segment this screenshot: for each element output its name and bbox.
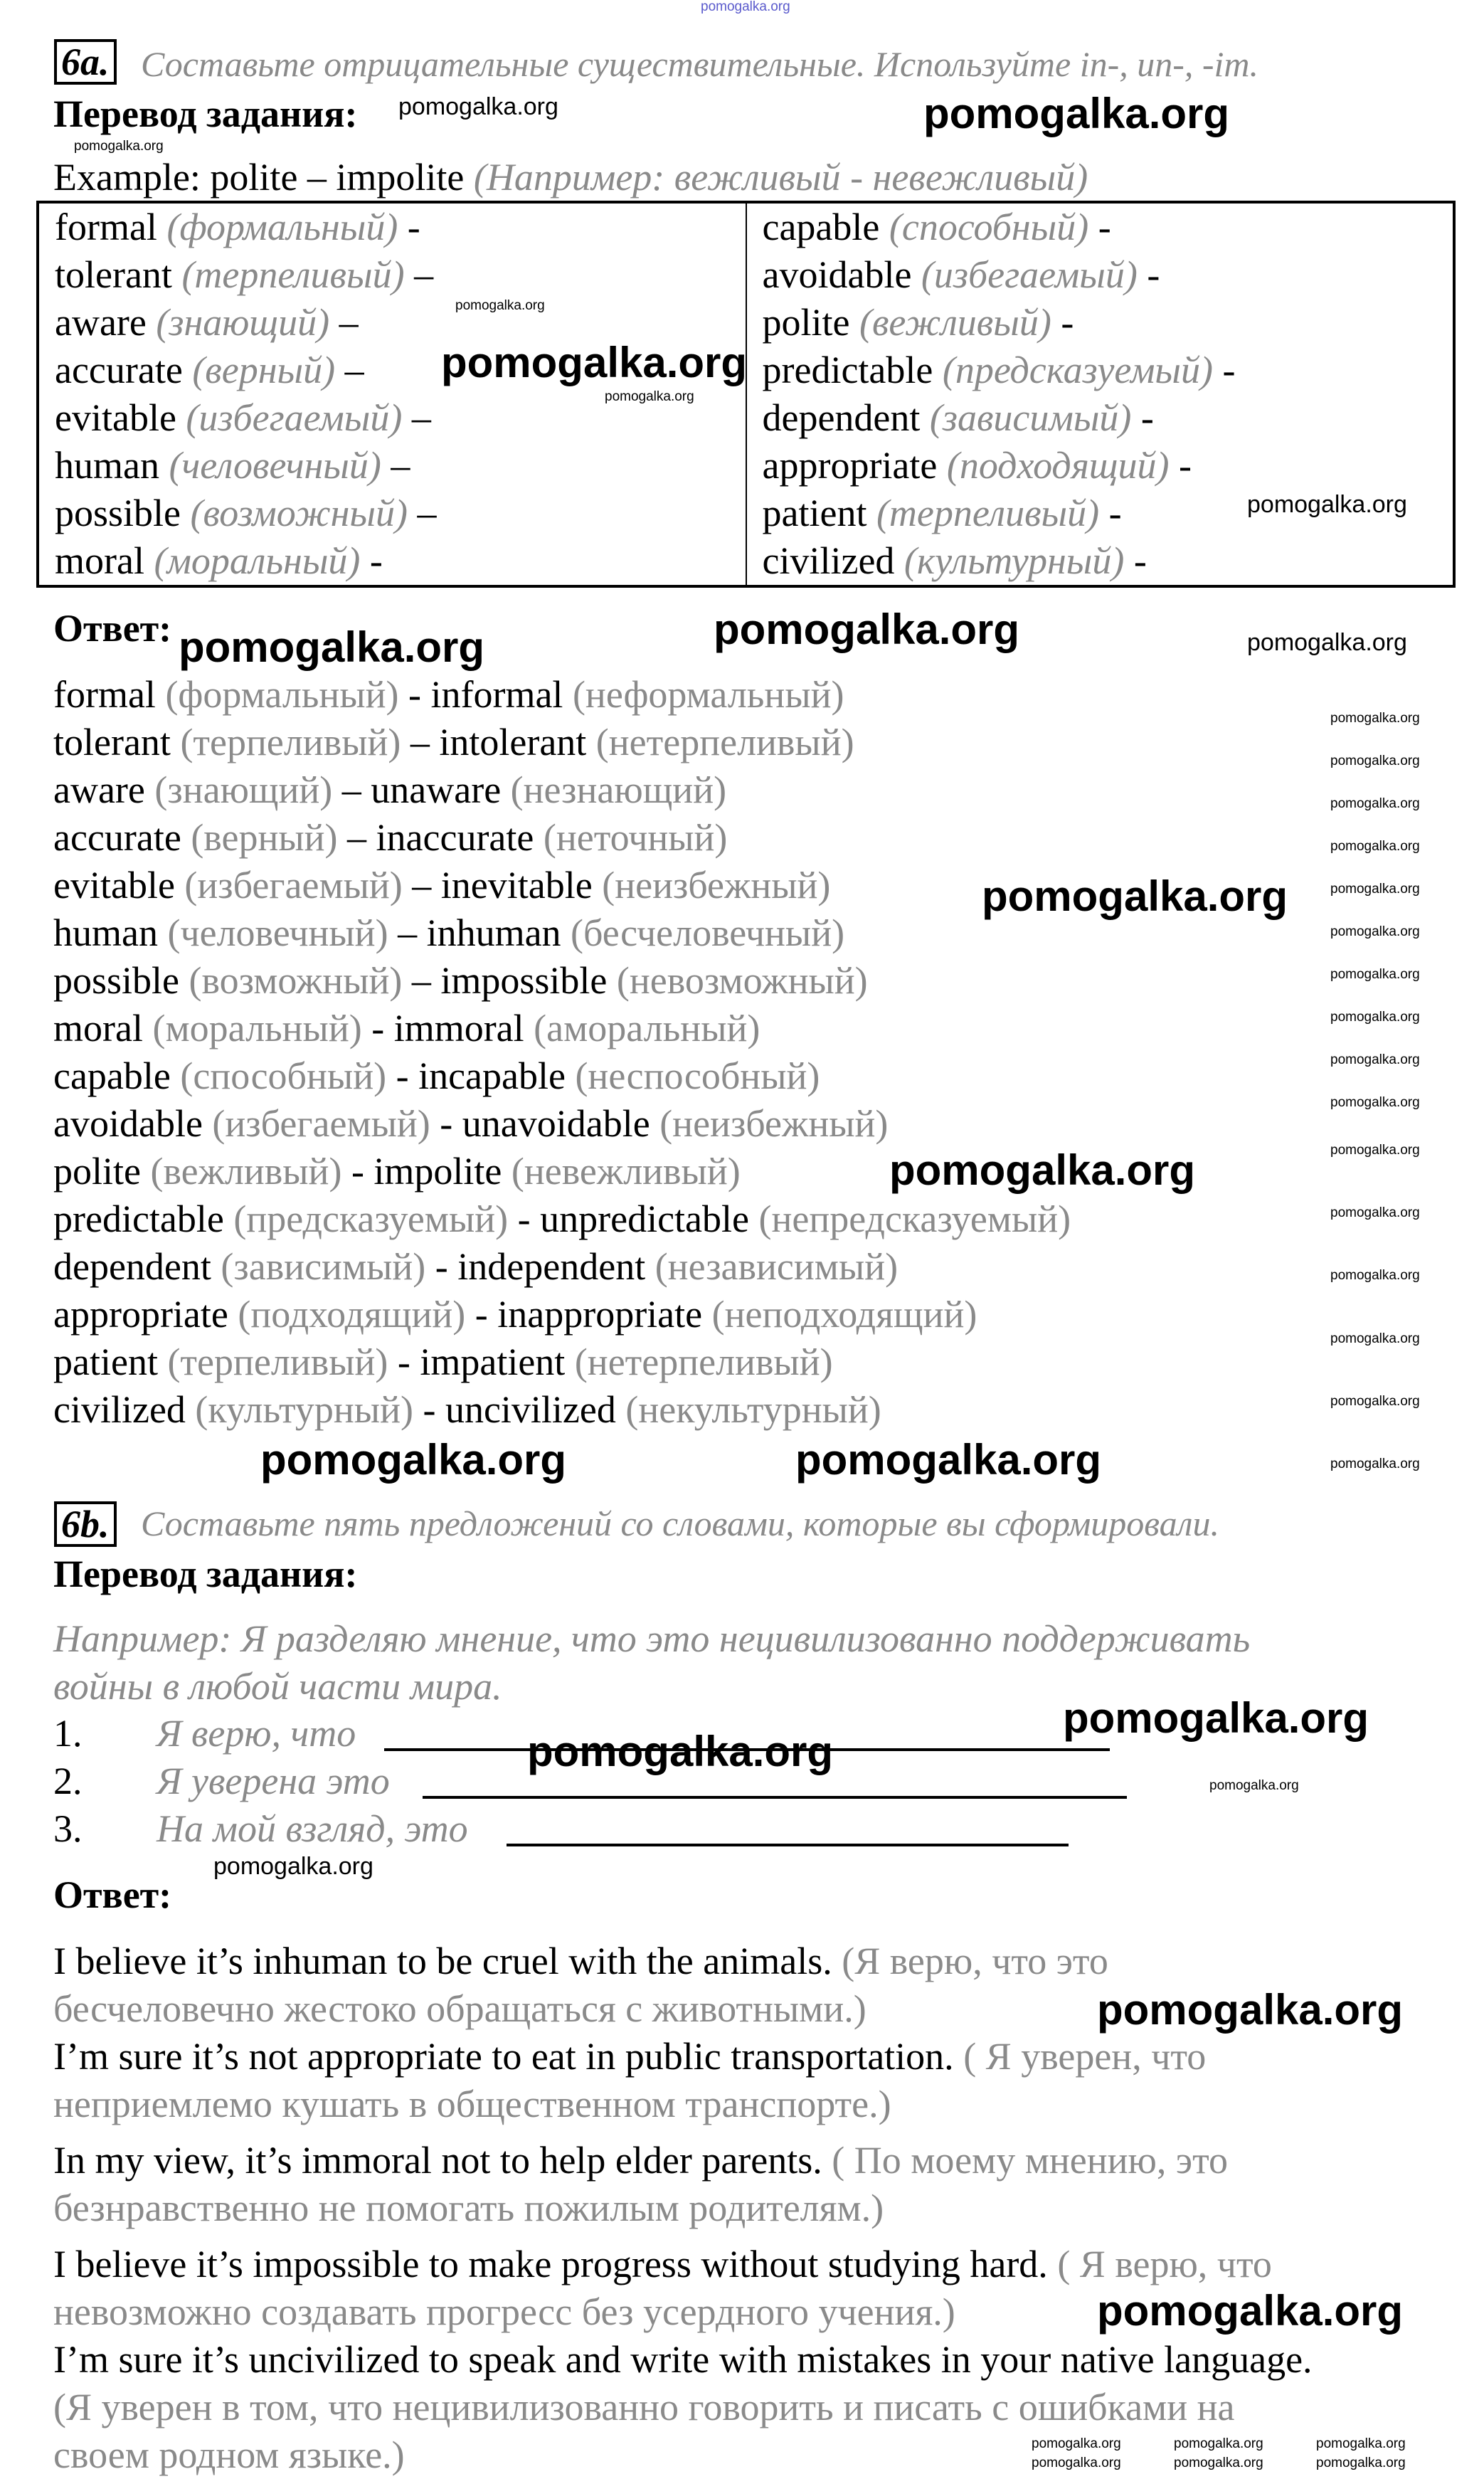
word-translation: (верный) [191,816,338,859]
negative-word: independent [457,1245,646,1288]
word-translation: (возможный) [189,959,403,1002]
watermark-text: pomogalka.org [701,0,790,14]
example-line [53,154,1088,201]
word: accurate [55,349,183,391]
word: appropriate [762,444,938,487]
sentence-line [53,1938,1108,1985]
watermark-text: pomogalka.org [1330,1394,1420,1409]
answer-row [53,671,844,719]
sentence-line [53,2336,1313,2384]
watermark-text: pomogalka.org [179,623,485,671]
sentence-en: In my view, it’s immoral not to help elder parents. [53,2139,822,2182]
watermark-text: pomogalka.org [1330,796,1420,811]
watermark-text: pomogalka.org [1330,967,1420,982]
dash: - [1061,301,1074,344]
translation-label-6a: Перевод задания: [53,92,358,135]
watermark-text: pomogalka.org [1330,882,1420,897]
word: aware [55,301,147,344]
word: evitable [55,396,176,439]
watermark-text: pomogalka.org [1330,1052,1420,1067]
dash: - [1140,396,1154,439]
watermark-text: pomogalka.org [1330,1331,1420,1346]
negative-translation: (некультурный) [625,1388,881,1431]
sentence-ru-line: (Я уверен в том, что нецивилизованно говорить и писать с ошибками на [53,2386,1235,2428]
answer-row [53,1243,898,1291]
table-row [763,537,1147,585]
negative-translation: (неизбежный) [602,864,831,906]
negative-word: unaware [371,768,502,811]
watermark-text: pomogalka.org [1330,839,1420,854]
sentence-item [53,2137,1313,2232]
sentence-ru: ( Я уверен, что [963,2035,1207,2078]
word-table-right-column [746,202,1455,586]
word-translation: (знающий) [154,768,333,811]
watermark-text: pomogalka.org [1097,1986,1404,2034]
word: patient [53,1341,158,1383]
sentence-line [53,2033,1206,2081]
example-en: Example: polite – impolite [53,156,465,199]
watermark-text: pomogalka.org [982,872,1288,920]
word: appropriate [53,1293,228,1336]
word-translation: (избегаемый) [921,253,1138,296]
word-translation: (формальный) [166,206,398,248]
word: avoidable [53,1102,203,1145]
watermark-text: pomogalka.org [1174,2436,1263,2451]
dash: – [414,253,434,296]
word: evitable [53,864,175,906]
example-6b-line2: войны в любой части мира. [53,1665,502,1708]
watermark-text: pomogalka.org [1032,2436,1121,2451]
table-row [55,299,359,347]
dash: – [391,444,410,487]
word: human [55,444,159,487]
dash: – [411,396,431,439]
watermark-text: pomogalka.org [795,1436,1102,1484]
word: tolerant [55,253,172,296]
dash: – [417,492,437,534]
word-translation: (культурный) [903,539,1125,582]
dash: - [369,539,383,582]
word: human [53,911,158,954]
negative-translation: (бесчеловечный) [571,911,845,954]
sentence-ru-line: безнравственно не помогать пожилым родителям.) [53,2187,884,2229]
answer-row [53,1052,820,1100]
prompt-text: Я уверена это [157,1760,390,1802]
watermark-text: pomogalka.org [923,90,1230,137]
prompt-text: На мой взгляд, это [157,1807,468,1850]
separator: - [397,1341,410,1383]
word: dependent [762,396,921,439]
word-translation: (зависимый) [221,1245,426,1288]
prompt-number: 3. [53,1807,83,1850]
example-6b-line1: Например: Я разделяю мнение, что это нецивилизованно поддерживать [53,1617,1251,1660]
dash: - [1222,349,1236,391]
word: avoidable [762,253,912,296]
negative-word: impolite [373,1150,502,1193]
negative-word: unavoidable [462,1102,650,1145]
word: polite [53,1150,141,1193]
watermark-text: pomogalka.org [1316,2436,1406,2451]
negative-word: impatient [420,1341,566,1383]
prompt-number: 1. [53,1712,83,1755]
negative-translation: (неспособный) [575,1054,820,1097]
exercise-number-6a: 6a. [54,39,117,85]
word: predictable [762,349,933,391]
watermark-text: pomogalka.org [1330,1010,1420,1025]
separator: - [396,1054,409,1097]
watermark-text: pomogalka.org [1097,2287,1404,2335]
answer-row [53,1005,760,1052]
watermark-text: pomogalka.org [1032,2456,1121,2470]
separator: - [517,1198,531,1240]
negative-translation: (независимый) [654,1245,899,1288]
word-translation: (вежливый) [859,301,1051,344]
word: formal [53,673,156,716]
word-translation: (знающий) [156,301,330,344]
word: dependent [53,1245,211,1288]
watermark-text: pomogalka.org [1316,2456,1406,2470]
word-translation: (вежливый) [150,1150,342,1193]
separator: - [435,1245,448,1288]
table-row [763,251,1160,299]
answer-row [53,862,830,909]
exercise-6a-instruction: Составьте отрицательные существительные. Используйте in-, un-, -im. [141,44,1259,84]
word-translation: (культурный) [195,1388,413,1431]
word-translation: (терпеливый) [167,1341,388,1383]
word-translation: (терпеливый) [180,721,401,763]
watermark-text: pomogalka.org [714,606,1020,653]
table-row [55,204,420,251]
table-row [763,490,1122,537]
word-translation: (человечный) [169,444,381,487]
watermark-text: pomogalka.org [213,1853,373,1880]
word: aware [53,768,145,811]
separator: – [412,864,432,906]
watermark-text: pomogalka.org [1330,1268,1420,1283]
answer-list-6a [53,671,1071,1434]
negative-word: impossible [440,959,608,1002]
word-translation: (зависимый) [929,396,1132,439]
watermark-text: pomogalka.org [74,139,164,154]
watermark-text: pomogalka.org [1063,1694,1369,1742]
watermark-text: pomogalka.org [605,389,694,404]
sentence-en: I’m sure it’s not appropriate to eat in public transportation. [53,2035,954,2078]
negative-word: informal [430,673,563,716]
answer-label-6b: Ответ: [53,1873,172,1916]
negative-translation: (неточный) [543,816,728,859]
separator: – [410,721,430,763]
watermark-text: pomogalka.org [527,1728,834,1775]
negative-word: uncivilized [445,1388,616,1431]
sentence-ru: ( Я верю, что [1057,2243,1272,2285]
negative-word: intolerant [439,721,587,763]
word: possible [53,959,180,1002]
dash: – [344,349,364,391]
negative-translation: (непредсказуемый) [758,1198,1071,1240]
sentence-ru-line: бесчеловечно жестоко обращаться с животными.) [53,1987,866,2030]
watermark-text: pomogalka.org [260,1436,567,1484]
word: civilized [53,1388,186,1431]
word-translation: (избегаемый) [186,396,403,439]
answer-blank-line [423,1796,1127,1799]
dash: - [1147,253,1160,296]
answer-row [53,1195,1071,1243]
negative-word: inhuman [426,911,561,954]
table-row [763,299,1074,347]
negative-translation: (нетерпеливый) [574,1341,833,1383]
table-row [55,251,433,299]
watermark-text: pomogalka.org [1330,1095,1420,1110]
word-table [36,201,1456,588]
answer-row [53,1291,977,1338]
table-row [55,347,364,394]
sentence-ru: (Я верю, что это [842,1940,1108,1982]
answer-row [53,1338,833,1386]
sentence-ru-line: неприемлемо кушать в общественном транспорте.) [53,2083,891,2125]
sentence-en: I’m sure it’s uncivilized to speak and write with mistakes in your native language. [53,2338,1313,2381]
table-row [55,442,410,490]
answer-row [53,1386,881,1434]
word: polite [762,301,850,344]
separator: - [351,1150,364,1193]
separator: – [398,911,418,954]
answer-row [53,719,854,766]
watermark-text: pomogalka.org [889,1146,1196,1194]
answer-row [53,1148,741,1195]
negative-translation: (невежливый) [511,1150,741,1193]
word: formal [55,206,157,248]
separator: - [408,673,421,716]
dash: – [339,301,359,344]
sentence-en: I believe it’s impossible to make progress without studying hard. [53,2243,1048,2285]
watermark-text: pomogalka.org [441,339,748,386]
word-translation: (избегаемый) [212,1102,430,1145]
table-row [763,347,1236,394]
word-translation: (моральный) [154,539,361,582]
separator: – [347,816,367,859]
word-translation: (избегаемый) [184,864,403,906]
word-translation: (способный) [180,1054,387,1097]
negative-word: inaccurate [376,816,534,859]
watermark-text: pomogalka.org [1209,1778,1299,1793]
answer-blank-line [507,1844,1069,1846]
negative-translation: (незнающий) [510,768,727,811]
translation-label-6b: Перевод задания: [53,1553,358,1595]
sentence-item [53,2336,1313,2479]
dash: - [1133,539,1147,582]
sentence-ru-line: своем родном языке.) [53,2433,405,2476]
example-ru: (Например: вежливый - невежливый) [473,156,1088,199]
word: capable [762,206,880,248]
word-translation: (способный) [889,206,1089,248]
watermark-text: pomogalka.org [1174,2456,1263,2470]
word: capable [53,1054,171,1097]
dash: - [1179,444,1192,487]
sentence-item [53,2033,1313,2128]
negative-word: incapable [418,1054,566,1097]
separator: - [423,1388,436,1431]
word: tolerant [53,721,171,763]
negative-word: inappropriate [497,1293,703,1336]
sentence-ru-line: невозможно создавать прогресс без усердного учения.) [53,2290,955,2333]
dash: - [1108,492,1122,534]
word-translation: (моральный) [152,1007,362,1050]
word-translation: (возможный) [190,492,408,534]
word-translation: (предсказуемый) [942,349,1213,391]
watermark-text: pomogalka.org [1330,711,1420,726]
sentence-line [53,2137,1228,2184]
word: moral [53,1007,143,1050]
sentence-ru: ( По моему мнению, это [832,2139,1228,2182]
negative-translation: (неформальный) [572,673,844,716]
word-translation: (человечный) [167,911,388,954]
separator: - [371,1007,385,1050]
prompt-number: 2. [53,1760,83,1802]
watermark-text: pomogalka.org [1330,1205,1420,1220]
negative-translation: (неизбежный) [659,1102,889,1145]
answer-row [53,1100,888,1148]
word: patient [762,492,867,534]
word: civilized [762,539,895,582]
table-row [763,442,1192,490]
negative-word: unpredictable [540,1198,749,1240]
word-translation: (терпеливый) [181,253,405,296]
negative-word: immoral [393,1007,524,1050]
watermark-text: pomogalka.org [1330,1457,1420,1471]
table-row [55,537,383,585]
word: moral [55,539,144,582]
word: accurate [53,816,181,859]
sentence-en: I believe it’s inhuman to be cruel with the animals. [53,1940,832,1982]
watermark-text: pomogalka.org [1330,1143,1420,1158]
separator: - [475,1293,488,1336]
word-translation: (терпеливый) [876,492,1100,534]
table-row [763,204,1111,251]
separator: - [440,1102,453,1145]
prompt-text: Я верю, что [157,1712,356,1755]
watermark-text: pomogalka.org [1330,924,1420,939]
word-translation: (подходящий) [238,1293,466,1336]
answer-label-6a: Ответ: [53,607,172,650]
word-translation: (подходящий) [946,444,1170,487]
answer-row [53,766,726,814]
negative-translation: (нетерпеливый) [595,721,854,763]
watermark-text: pomogalka.org [1247,491,1407,518]
dash: - [1098,206,1111,248]
watermark-text: pomogalka.org [398,93,558,120]
table-row [55,394,431,442]
dash: - [407,206,420,248]
negative-translation: (аморальный) [534,1007,760,1050]
watermark-text: pomogalka.org [1247,629,1407,656]
word-translation: (верный) [192,349,336,391]
word: predictable [53,1198,224,1240]
answer-row [53,814,727,862]
separator: – [341,768,361,811]
separator: – [411,959,431,1002]
negative-word: inevitable [440,864,593,906]
table-row [55,490,436,537]
table-row [763,394,1154,442]
negative-translation: (неподходящий) [711,1293,977,1336]
word-translation: (предсказуемый) [233,1198,509,1240]
watermark-text: pomogalka.org [1330,754,1420,768]
answer-row [53,957,868,1005]
exercise-number-6b: 6b. [54,1501,117,1547]
word: possible [55,492,181,534]
negative-translation: (невозможный) [616,959,868,1002]
exercise-6b-instruction: Составьте пять предложений со словами, которые вы сформировали. [141,1503,1219,1543]
watermark-text: pomogalka.org [455,298,545,313]
sentence-line [53,2241,1272,2288]
answer-row [53,909,844,957]
word-translation: (формальный) [165,673,399,716]
